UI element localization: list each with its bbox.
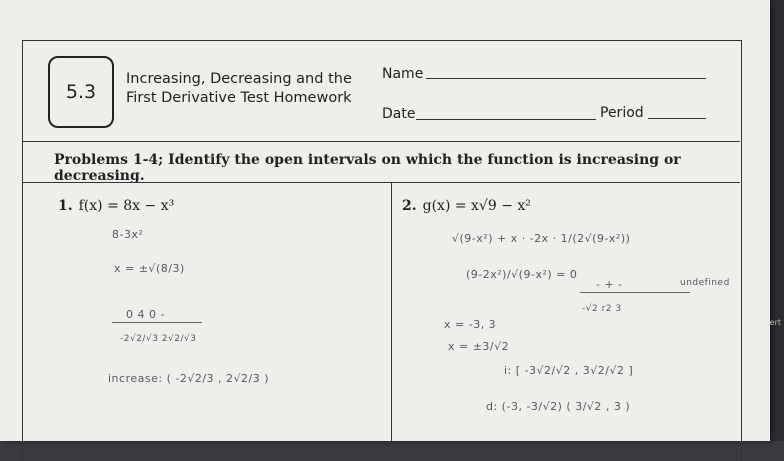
p1-number-line-signs: 0 4 0 -: [126, 308, 165, 321]
problem-2: [402, 198, 531, 214]
problem-2-expression: g(x) = x√9 − x²: [422, 198, 531, 214]
p2-points: -√2 r2 3: [582, 304, 622, 314]
instructions: Problems 1-4; Identify the open intervals on which the function is increasing or decreasing.: [54, 152, 681, 184]
lesson-number-box: 5.3: [48, 56, 114, 128]
name-line[interactable]: [426, 78, 706, 79]
problem-2-number: 2.: [402, 198, 417, 214]
title-line-2: First Derivative Test Homework: [126, 90, 352, 106]
p2-domain: x = -3, 3: [444, 318, 497, 331]
worksheet-title: [126, 70, 352, 108]
p2-increasing: i: [ -3√2/√2 , 3√2/√2 ]: [504, 364, 634, 377]
period-line[interactable]: [648, 118, 706, 119]
p1-points: -2√2/√3 2√2/√3: [120, 334, 197, 344]
date-label: Date: [382, 106, 416, 122]
p2-number-line: [580, 292, 690, 293]
column-divider: [391, 183, 392, 443]
period-label: Period: [600, 105, 644, 121]
p1-critical: x = ±√(8/3): [114, 262, 185, 275]
p2-critical: x = ±3/√2: [448, 340, 510, 353]
p1-number-line: [112, 322, 202, 323]
p2-number-line-signs: - + -: [596, 278, 623, 291]
p2-undefined-note: undefined: [680, 278, 730, 288]
problem-1: [58, 198, 174, 214]
side-label: ert: [769, 318, 781, 327]
problem-1-number: 1.: [58, 198, 73, 214]
name-label: Name: [382, 66, 424, 82]
p2-decreasing: d: (-3, -3/√2) ( 3/√2 , 3 ): [486, 400, 631, 413]
problem-1-expression: f(x) = 8x − x³: [78, 198, 175, 214]
p2-derivative: √(9-x²) + x · -2x · 1/(2√(9-x²)): [452, 232, 631, 245]
date-line[interactable]: [416, 119, 596, 120]
divider-top: [22, 141, 740, 142]
p2-simplified: (9-2x²)/√(9-x²) = 0: [466, 268, 578, 281]
p1-answer: increase: ( -2√2/3 , 2√2/3 ): [108, 372, 270, 385]
title-line-1: Increasing, Decreasing and the: [126, 71, 352, 87]
p1-derivative: 8-3x²: [112, 228, 144, 241]
divider-problems: [22, 182, 740, 183]
